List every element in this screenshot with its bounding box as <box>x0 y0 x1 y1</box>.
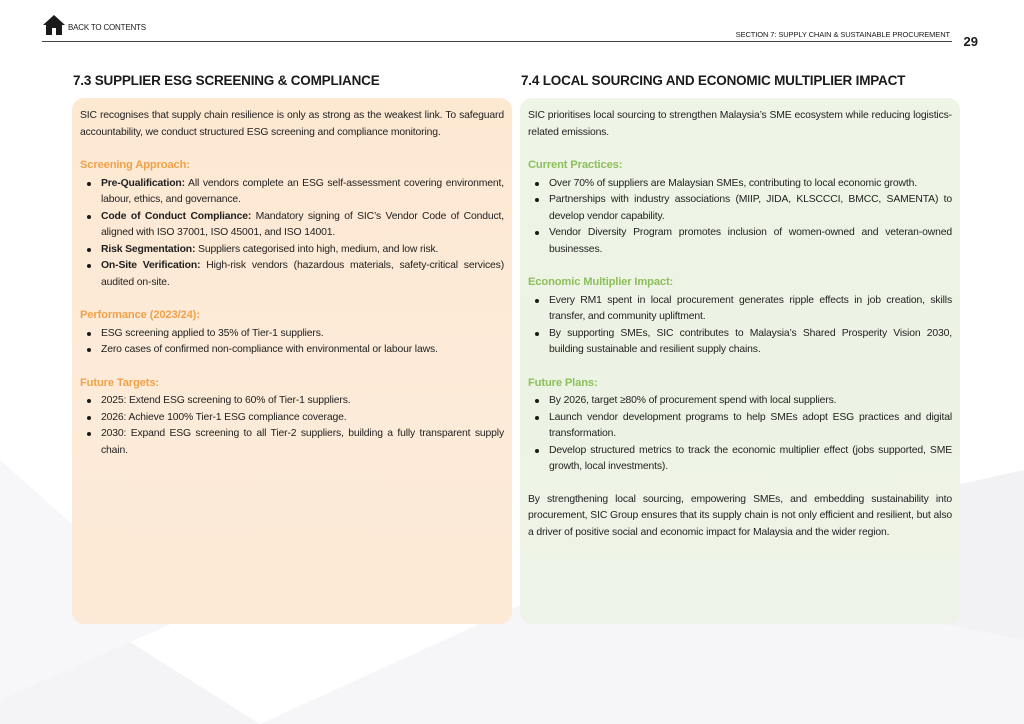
list-item: By 2026, target ≥80% of procurement spend with local suppliers. <box>528 393 952 410</box>
current-practices-heading: Current Practices: <box>528 159 623 171</box>
home-icon <box>42 14 66 36</box>
list-item: Zero cases of confirmed non-compliance with environmental or labour laws. <box>80 342 504 359</box>
screening-approach-heading: Screening Approach: <box>80 159 190 171</box>
page-number: 29 <box>963 34 978 49</box>
esg-intro-paragraph: SIC recognises that supply chain resilience is only as strong as the weakest link. To safeguard accountability, we conduct structured ESG screening and compliance monitoring. <box>80 110 504 138</box>
list-item: Launch vendor development programs to help SMEs adopt ESG practices and digital transformation. <box>528 410 952 443</box>
list-item: Code of Conduct Compliance: Mandatory signing of SIC’s Vendor Code of Conduct, aligned with ISO 37001, ISO 45001, and ISO 14001. <box>80 209 504 242</box>
section-label: SECTION 7: SUPPLY CHAIN & SUSTAINABLE PROCUREMENT <box>735 30 950 39</box>
current-practices-list <box>528 176 952 259</box>
list-item: 2026: Achieve 100% Tier-1 ESG compliance coverage. <box>80 410 504 427</box>
section-title-esg-screening: 7.3 SUPPLIER ESG SCREENING & COMPLIANCE <box>73 73 380 88</box>
list-item: 2030: Expand ESG screening to all Tier-2 suppliers, building a fully transparent supply chain. <box>80 426 504 459</box>
performance-list <box>80 326 504 359</box>
list-item: By supporting SMEs, SIC contributes to Malaysia’s Shared Prosperity Vision 2030, building sustainable and resilient supply chains. <box>528 326 952 359</box>
list-item: Over 70% of suppliers are Malaysian SMEs, contributing to local economic growth. <box>528 176 952 193</box>
local-sourcing-panel <box>520 98 960 624</box>
list-item: ESG screening applied to 35% of Tier-1 suppliers. <box>80 326 504 343</box>
list-item: On-Site Verification: High-risk vendors (hazardous materials, safety-critical services) audited on-site. <box>80 258 504 291</box>
future-targets-list <box>80 393 504 459</box>
future-plans-heading: Future Plans: <box>528 376 598 389</box>
future-targets-heading: Future Targets: <box>80 376 159 389</box>
list-item: Partnerships with industry associations (MIIP, JIDA, KLSCCCI, BMCC, SAMENTA) to develop vendor capability. <box>528 192 952 225</box>
list-item: Pre-Qualification: All vendors complete an ESG self-assessment covering environment, labour, ethics, and governance. <box>80 176 504 209</box>
page-header <box>42 12 978 52</box>
list-item: Risk Segmentation: Suppliers categorised into high, medium, and low risk. <box>80 242 504 259</box>
future-plans-list <box>528 393 952 476</box>
economic-impact-list <box>528 293 952 359</box>
list-item: 2025: Extend ESG screening to 60% of Tier-1 suppliers. <box>80 393 504 410</box>
list-item: Every RM1 spent in local procurement generates ripple effects in job creation, skills transfer, and community upliftment. <box>528 293 952 326</box>
screening-approach-list <box>80 176 504 292</box>
back-to-contents-link[interactable] <box>42 14 146 36</box>
local-sourcing-intro-paragraph: SIC prioritises local sourcing to strengthen Malaysia’s SME ecosystem while reducing logistics-related emissions. <box>528 110 952 138</box>
section-title-local-sourcing: 7.4 LOCAL SOURCING AND ECONOMIC MULTIPLIER IMPACT <box>521 73 906 88</box>
back-to-contents-label: BACK TO CONTENTS <box>68 23 146 32</box>
esg-screening-panel <box>72 98 512 624</box>
header-divider <box>42 41 952 42</box>
list-item: Vendor Diversity Program promotes inclusion of women-owned and veteran-owned businesses. <box>528 225 952 258</box>
performance-heading: Performance (2023/24): <box>80 309 200 321</box>
list-item: Develop structured metrics to track the economic multiplier effect (jobs supported, SME growth, local investments). <box>528 443 952 476</box>
closing-paragraph: By strengthening local sourcing, empowering SMEs, and embedding sustainability into procurement, SIC Group ensures that its supply chain is not only efficient and resilient, but also a driver of positive social and economic impact for Malaysia and the wider region. <box>528 493 952 538</box>
economic-impact-heading: Economic Multiplier Impact: <box>528 276 674 288</box>
